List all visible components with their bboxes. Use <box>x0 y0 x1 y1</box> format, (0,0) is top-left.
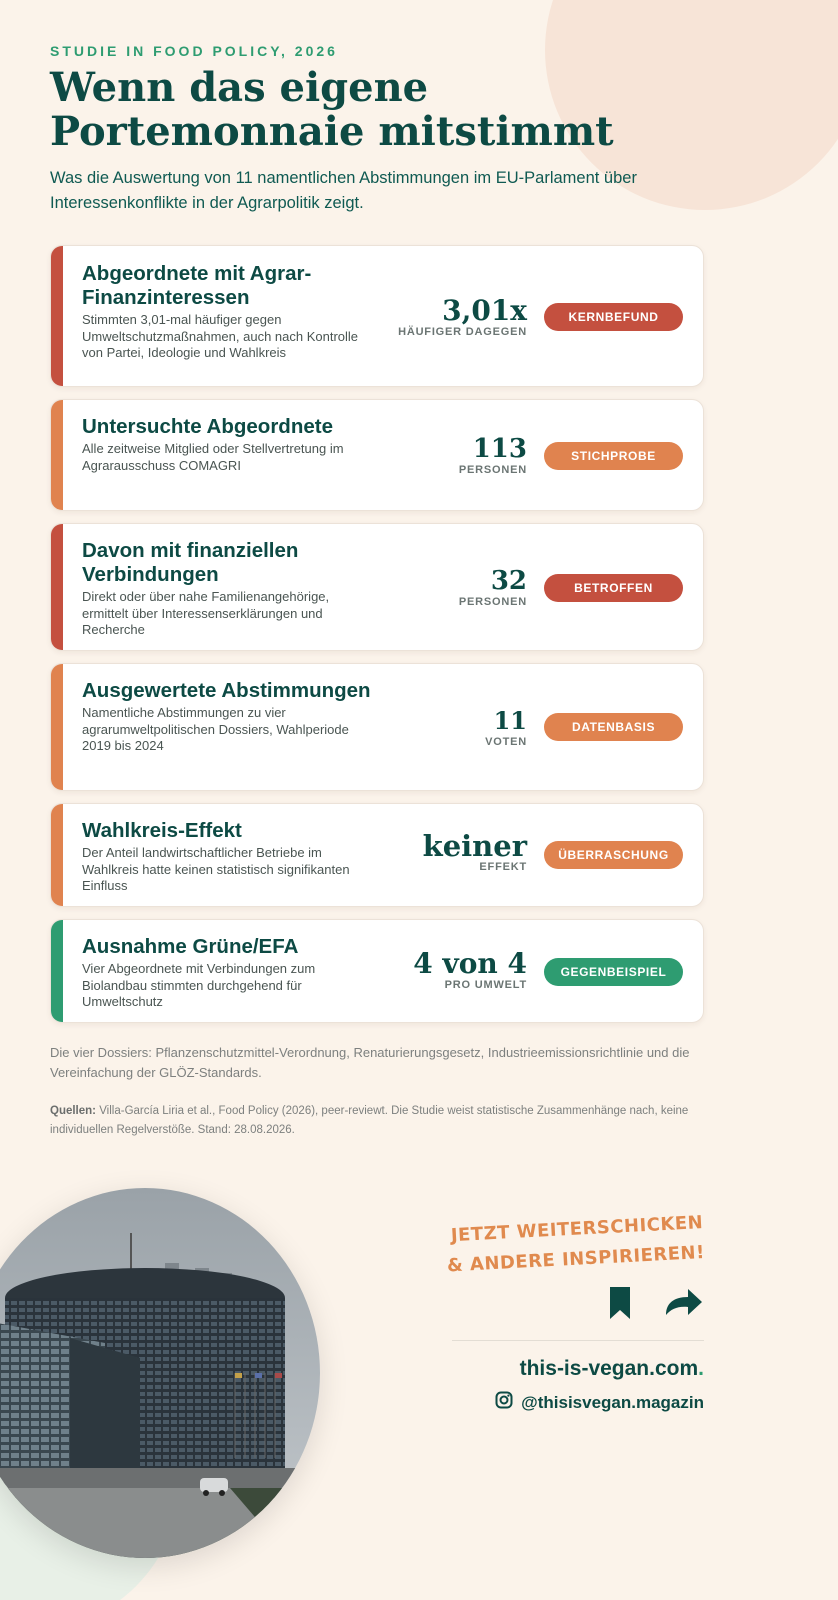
card-accent-bar <box>51 664 63 790</box>
card-text <box>82 819 372 895</box>
card-accent-bar <box>51 246 63 386</box>
card-stat-unit: PERSONEN <box>458 596 527 608</box>
fact-card-gruene <box>50 919 704 1023</box>
card-text <box>82 679 372 755</box>
card-text <box>82 539 372 639</box>
card-tag-badge: ÜBERRASCHUNG <box>544 841 683 869</box>
card-tag-badge: GEGENBEISPIEL <box>544 958 683 986</box>
card-tag-badge: BETROFFEN <box>544 574 683 602</box>
instagram-icon <box>495 1391 513 1414</box>
sources-text: Villa-García Liria et al., Food Policy (2026), peer-reviewt. Die Studie weist statistische Zusammenhänge nach, keine individuellen Regelverstöße. Stand: 28.08.2026. <box>50 1105 689 1136</box>
cta-line-1: JETZT WEITERSCHICKEN <box>450 1212 704 1247</box>
instagram-handle-text: @thisisvegan.magazin <box>521 1392 704 1412</box>
card-description: Vier Abgeordnete mit Verbindungen zum Biolandbau stimmten durchgehend für Umweltschutz <box>82 961 316 1009</box>
card-accent-bar <box>51 804 63 906</box>
card-stat-unit: HÄUFIGER DAGEGEN <box>398 326 527 338</box>
fact-card-untersuchte <box>50 399 704 511</box>
card-stat-unit: VOTEN <box>485 736 527 748</box>
sources-note <box>50 1102 710 1140</box>
card-stat <box>398 296 527 338</box>
card-title: Ausnahme Grüne/EFA <box>82 935 299 958</box>
instagram-handle[interactable] <box>495 1391 704 1414</box>
card-stat-value: 4 von 4 <box>413 947 527 980</box>
share-arrow-icon[interactable] <box>666 1289 702 1315</box>
fact-card-abstimmungen <box>50 663 704 791</box>
card-stat <box>423 831 527 873</box>
cta-line-2: & ANDERE INSPIRIEREN! <box>446 1241 706 1277</box>
card-stat <box>459 434 527 476</box>
site-dot: . <box>698 1357 704 1380</box>
card-tag-badge: DATENBASIS <box>544 713 683 741</box>
card-description: Der Anteil landwirtschaftlicher Betriebe im Wahlkreis hatte keinen statistisch signifikanten Einfluss <box>82 845 350 893</box>
card-text <box>82 935 372 1011</box>
card-stat <box>485 706 527 748</box>
card-stat-unit: PERSONEN <box>458 464 527 476</box>
card-text <box>82 262 372 362</box>
card-title: Davon mit finanziellen Verbindungen <box>82 539 299 586</box>
card-text <box>82 415 372 474</box>
card-stat-value: 32 <box>490 566 527 596</box>
card-stat <box>413 949 527 991</box>
card-description: Alle zeitweise Mitglied oder Stellvertretung im Agrarausschuss COMAGRI <box>82 441 344 473</box>
card-description: Direkt oder über nahe Familienangehörige, ermittelt über Interessenserklärungen und Recherche <box>82 589 330 637</box>
bookmark-icon[interactable] <box>610 1287 630 1319</box>
card-title: Abgeordnete mit Agrar-Finanzinteressen <box>82 262 312 309</box>
fact-cards-list <box>50 245 704 1035</box>
footer-divider <box>452 1340 704 1341</box>
card-description: Namentliche Abstimmungen zu vier agrarumweltpolitischen Dossiers, Wahlperiode 2019 bis 2024 <box>82 705 349 753</box>
card-stat <box>459 566 527 608</box>
card-tag-badge: STICHPROBE <box>544 442 683 470</box>
sources-label: Quellen: <box>50 1105 97 1117</box>
card-stat-unit: EFFEKT <box>479 861 527 873</box>
card-title: Ausgewertete Abstimmungen <box>82 679 371 702</box>
card-stat-value: keiner <box>422 829 527 863</box>
page-title: Wenn das eigene Portemonnaie mitstimmt <box>50 64 614 155</box>
eyebrow-label: STUDIE IN FOOD POLICY, 2026 <box>50 43 338 59</box>
dossier-footnote: Die vier Dossiers: Pflanzenschutzmittel-Verordnung, Renaturierungsgesetz, Industrieemissionsrichtlinie und die Vereinfachung der GLÖZ-Standards. <box>50 1045 690 1080</box>
card-stat-value: 11 <box>493 706 527 735</box>
card-tag-badge: KERNBEFUND <box>544 303 683 331</box>
fact-card-wahlkreis <box>50 803 704 907</box>
call-to-action <box>443 1208 706 1282</box>
page-subtitle: Was die Auswertung von 11 namentlichen Abstimmungen im EU-Parlament über Interessenkonflikte in der Agrarpolitik zeigt. <box>50 169 637 212</box>
card-stat-value: 113 <box>472 434 527 464</box>
parliament-building-photo <box>0 1188 320 1558</box>
website-link[interactable] <box>520 1357 704 1381</box>
card-accent-bar <box>51 920 63 1022</box>
card-accent-bar <box>51 400 63 510</box>
card-accent-bar <box>51 524 63 650</box>
fact-card-verbindungen <box>50 523 704 651</box>
action-icons <box>608 1285 704 1321</box>
card-stat-unit: PRO UMWELT <box>444 979 527 991</box>
fact-card-finanzinteressen <box>50 245 704 387</box>
card-title: Wahlkreis-Effekt <box>82 819 242 842</box>
site-name: this-is-vegan.com <box>519 1357 699 1380</box>
card-description: Stimmten 3,01-mal häufiger gegen Umweltschutzmaßnahmen, auch nach Kontrolle von Partei, Ideologie und Wahlkreis <box>82 312 359 360</box>
card-stat-value: 3,01x <box>442 294 527 327</box>
card-title: Untersuchte Abgeordnete <box>82 415 333 438</box>
